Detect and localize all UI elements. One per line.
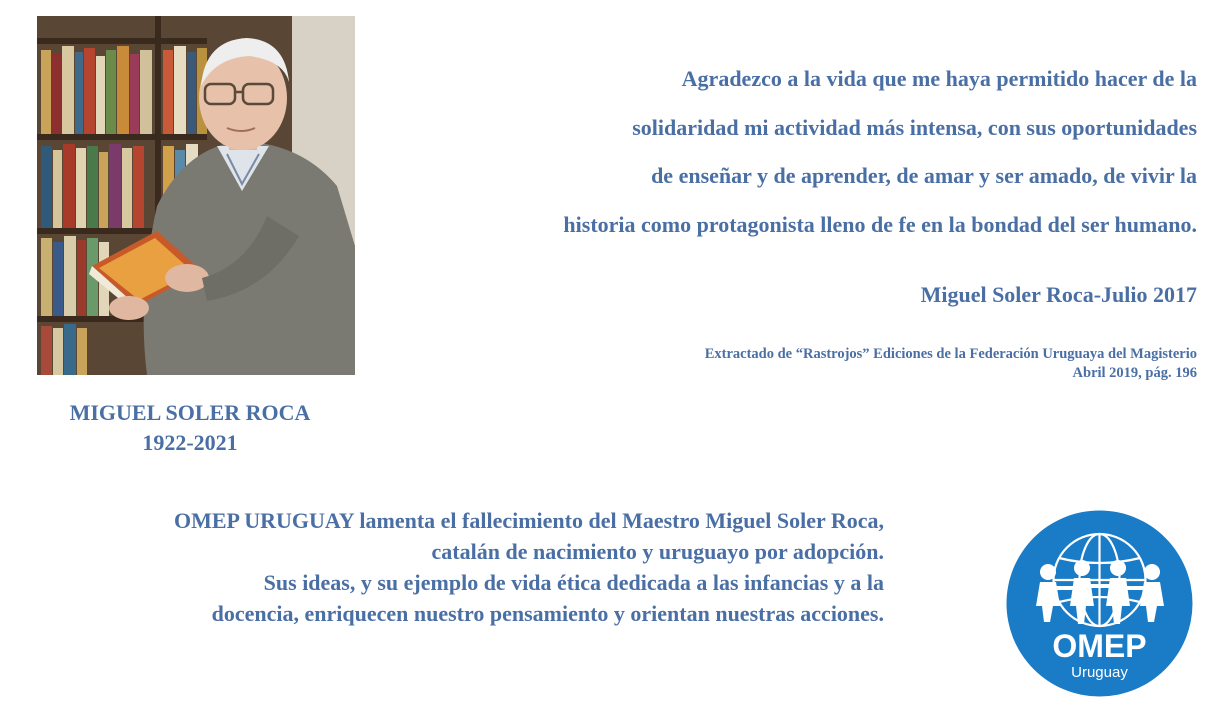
person-years: 1922-2021 [142,430,238,455]
quote-line: historia como protagonista lleno de fe en la bondad del ser humano. [563,211,1197,237]
tribute-line: Sus ideas, y su ejemplo de vida ética dedicada a las infancias y a la [263,570,884,595]
quote-line: Agradezco a la vida que me haya permitido hacer de la [681,66,1197,91]
tribute-line: catalán de nacimiento y uruguayo por adopción. [431,539,884,564]
person-name: MIGUEL SOLER ROCA [69,400,311,425]
portrait-photo [37,16,355,375]
org-name: OMEP URUGUAY [173,508,354,533]
tribute-block [8,505,884,629]
logo-subtitle: Uruguay [1071,664,1128,681]
source-line: Abril 2019, pág. 196 [1072,365,1197,381]
quote-signature: Miguel Soler Roca-Julio 2017 [920,282,1197,307]
logo-title: OMEP [1052,628,1147,664]
quote-block [377,55,1197,249]
tribute-line-rest: lamenta el fallecimiento del Maestro Miguel Soler Roca, [353,508,884,533]
source-line: Extractado de “Rastrojos” Ediciones de la Federación Uruguaya del Magisterio [704,346,1197,362]
tribute-line: docencia, enriquecen nuestro pensamiento y orientan nuestras acciones. [211,601,884,626]
quote-line: de enseñar y de aprender, de amar y ser amado, de vivir la [651,163,1197,188]
quote-source [705,345,1197,383]
tribute-line [8,505,884,536]
portrait-caption [37,398,343,458]
quote-line: solidaridad mi actividad más intensa, con sus oportunidades [632,114,1197,140]
omep-logo [1006,510,1193,697]
